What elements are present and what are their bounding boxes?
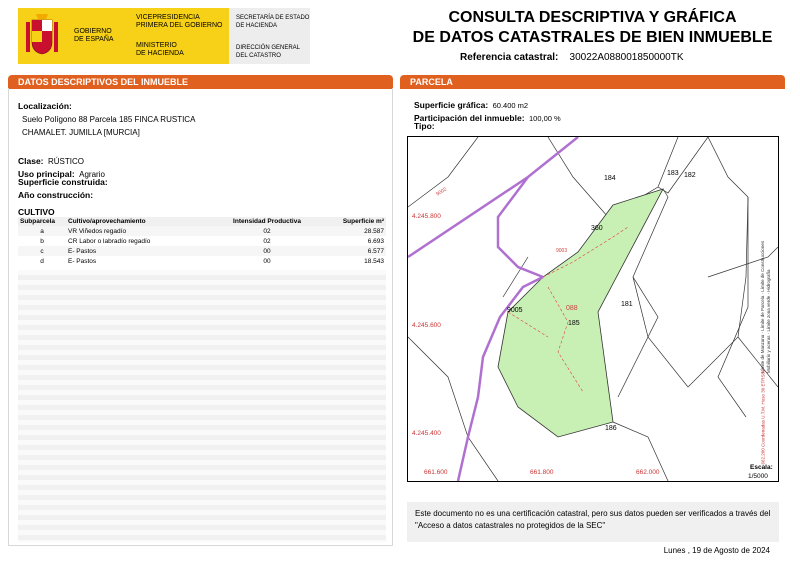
location-line-1: Suelo Polígono 88 Parcela 185 FINCA RUSTICA bbox=[22, 115, 196, 124]
parcel-number: 360 bbox=[591, 225, 603, 232]
cell-subparcela: d bbox=[40, 257, 44, 265]
section-header-descriptive: DATOS DESCRIPTIVOS DEL INMUEBLE bbox=[8, 75, 393, 89]
parcel-number: 186 bbox=[605, 425, 617, 432]
coord-y: 4.245.400 bbox=[412, 430, 441, 437]
cell-intensidad: 00 bbox=[220, 246, 314, 256]
cell-subparcela: a bbox=[18, 226, 66, 236]
participation-label: Participación del inmueble: bbox=[414, 113, 525, 123]
cell-intensidad: 00 bbox=[263, 257, 271, 265]
subparcel-label: 088 bbox=[566, 305, 578, 312]
built-area-label: Superficie construida: bbox=[18, 177, 108, 187]
cell-superficie: 18.543 bbox=[364, 257, 384, 265]
participation-row bbox=[414, 108, 561, 126]
location-line-2: CHAMALET. JUMILLA [MURCIA] bbox=[22, 128, 140, 137]
table-row bbox=[18, 226, 386, 236]
location-label: Localización: bbox=[18, 101, 72, 111]
graphic-area-label: Superficie gráfica: bbox=[414, 100, 489, 110]
page-title: CONSULTA DESCRIPTIVA Y GRÁFICA DE DATOS CATASTRALES DE BIEN INMUEBLE bbox=[412, 9, 773, 46]
coord-x: 661.600 bbox=[424, 469, 448, 476]
construction-year-label: Año construcción: bbox=[18, 190, 94, 200]
road-label: 9003 bbox=[556, 248, 568, 254]
vice-presidency: VICEPRESIDENCIA PRIMERA DEL GOBIERNO bbox=[136, 14, 223, 29]
legend-text: Límite de Manzana · Límite de Parcela · Límite de Construcciones Mobiliario y aceras · Límite zona verde · Hidrografía bbox=[760, 240, 771, 373]
table-empty-area bbox=[18, 270, 386, 542]
cell-cultivo: VR Viñedos regadío bbox=[66, 226, 220, 236]
type-label: Tipo: bbox=[414, 121, 435, 131]
coord-x: 661.800 bbox=[530, 469, 554, 476]
parcel-number: 9005 bbox=[507, 307, 523, 314]
table-row bbox=[18, 246, 386, 256]
cell-superficie: 6.577 bbox=[314, 246, 386, 256]
cell-cultivo: E- Pastos bbox=[66, 246, 220, 256]
document-date: Lunes , 19 de Agosto de 2024 bbox=[663, 546, 770, 555]
cell-subparcela: b bbox=[40, 237, 44, 245]
coordinate-system-note: 662.200 Coordenadas U.T.M. Huso 30 ETRS89 bbox=[760, 369, 766, 465]
map-legend bbox=[746, 157, 770, 407]
use-label: Uso principal: bbox=[18, 169, 75, 179]
spain-coat-of-arms-icon bbox=[22, 12, 62, 60]
coord-y: 4.245.600 bbox=[412, 322, 441, 329]
parcel-number: 185 bbox=[568, 320, 580, 327]
ministry-name: MINISTERIO DE HACIENDA bbox=[136, 42, 184, 57]
section-header-parcel: PARCELA bbox=[400, 75, 785, 89]
road-label: 9002 bbox=[435, 186, 448, 198]
col-cultivo: Cultivo/aprovechamiento bbox=[66, 217, 220, 226]
cadastral-map[interactable] bbox=[407, 136, 779, 482]
table-header-row bbox=[18, 217, 386, 226]
ref-label: Referencia catastral: bbox=[460, 52, 559, 63]
col-intensidad: Intensidad Productiva bbox=[220, 217, 314, 226]
cultivation-title: CULTIVO bbox=[18, 207, 55, 217]
cell-intensidad: 02 bbox=[220, 226, 314, 236]
graphic-area-value: 60.400 m2 bbox=[492, 101, 529, 110]
parcel-number: 183 bbox=[667, 170, 679, 177]
parcel-number: 184 bbox=[604, 175, 616, 182]
cadastral-reference bbox=[460, 52, 760, 63]
cultivation-table bbox=[18, 217, 386, 266]
scale-label: Escala: bbox=[750, 464, 773, 471]
class-value: RÚSTICO bbox=[47, 157, 84, 166]
secretariat-name: SECRETARÍA DE ESTADO DE HACIENDA bbox=[236, 15, 310, 29]
participation-value: 100,00 % bbox=[528, 114, 561, 123]
coord-y: 4.245.800 bbox=[412, 213, 441, 220]
ref-value: 30022A088001850000TK bbox=[569, 52, 684, 63]
disclaimer-note: Este documento no es una certificación catastral, pero sus datos pueden ser verificados a través del "Acceso a datos catastrales no protegidos de la SEC" bbox=[407, 502, 779, 542]
directorate-name: DIRECCIÓN GENERAL DEL CATASTRO bbox=[236, 45, 301, 59]
cell-superficie: 6.693 bbox=[367, 237, 384, 245]
table-row bbox=[18, 256, 386, 266]
col-subparcela: Subparcela bbox=[18, 217, 66, 226]
cell-subparcela: c bbox=[18, 246, 66, 256]
class-label: Clase: bbox=[18, 156, 44, 166]
cell-cultivo: CR Labor o labradío regadío bbox=[68, 237, 151, 245]
parcel-number: 182 bbox=[684, 172, 696, 179]
cell-intensidad: 02 bbox=[263, 237, 271, 245]
map-canvas bbox=[408, 137, 778, 481]
col-superficie: Superficie m² bbox=[314, 217, 386, 226]
parcel-number: 181 bbox=[621, 301, 633, 308]
cell-superficie: 28.587 bbox=[314, 226, 386, 236]
table-row bbox=[18, 236, 386, 246]
scale-value: 1/5000 bbox=[748, 473, 768, 480]
coord-x: 662.000 bbox=[636, 469, 660, 476]
cell-cultivo: E- Pastos bbox=[68, 257, 97, 265]
gov-name: GOBIERNO DE ESPAÑA bbox=[74, 28, 114, 43]
use-value: Agrario bbox=[79, 170, 105, 179]
